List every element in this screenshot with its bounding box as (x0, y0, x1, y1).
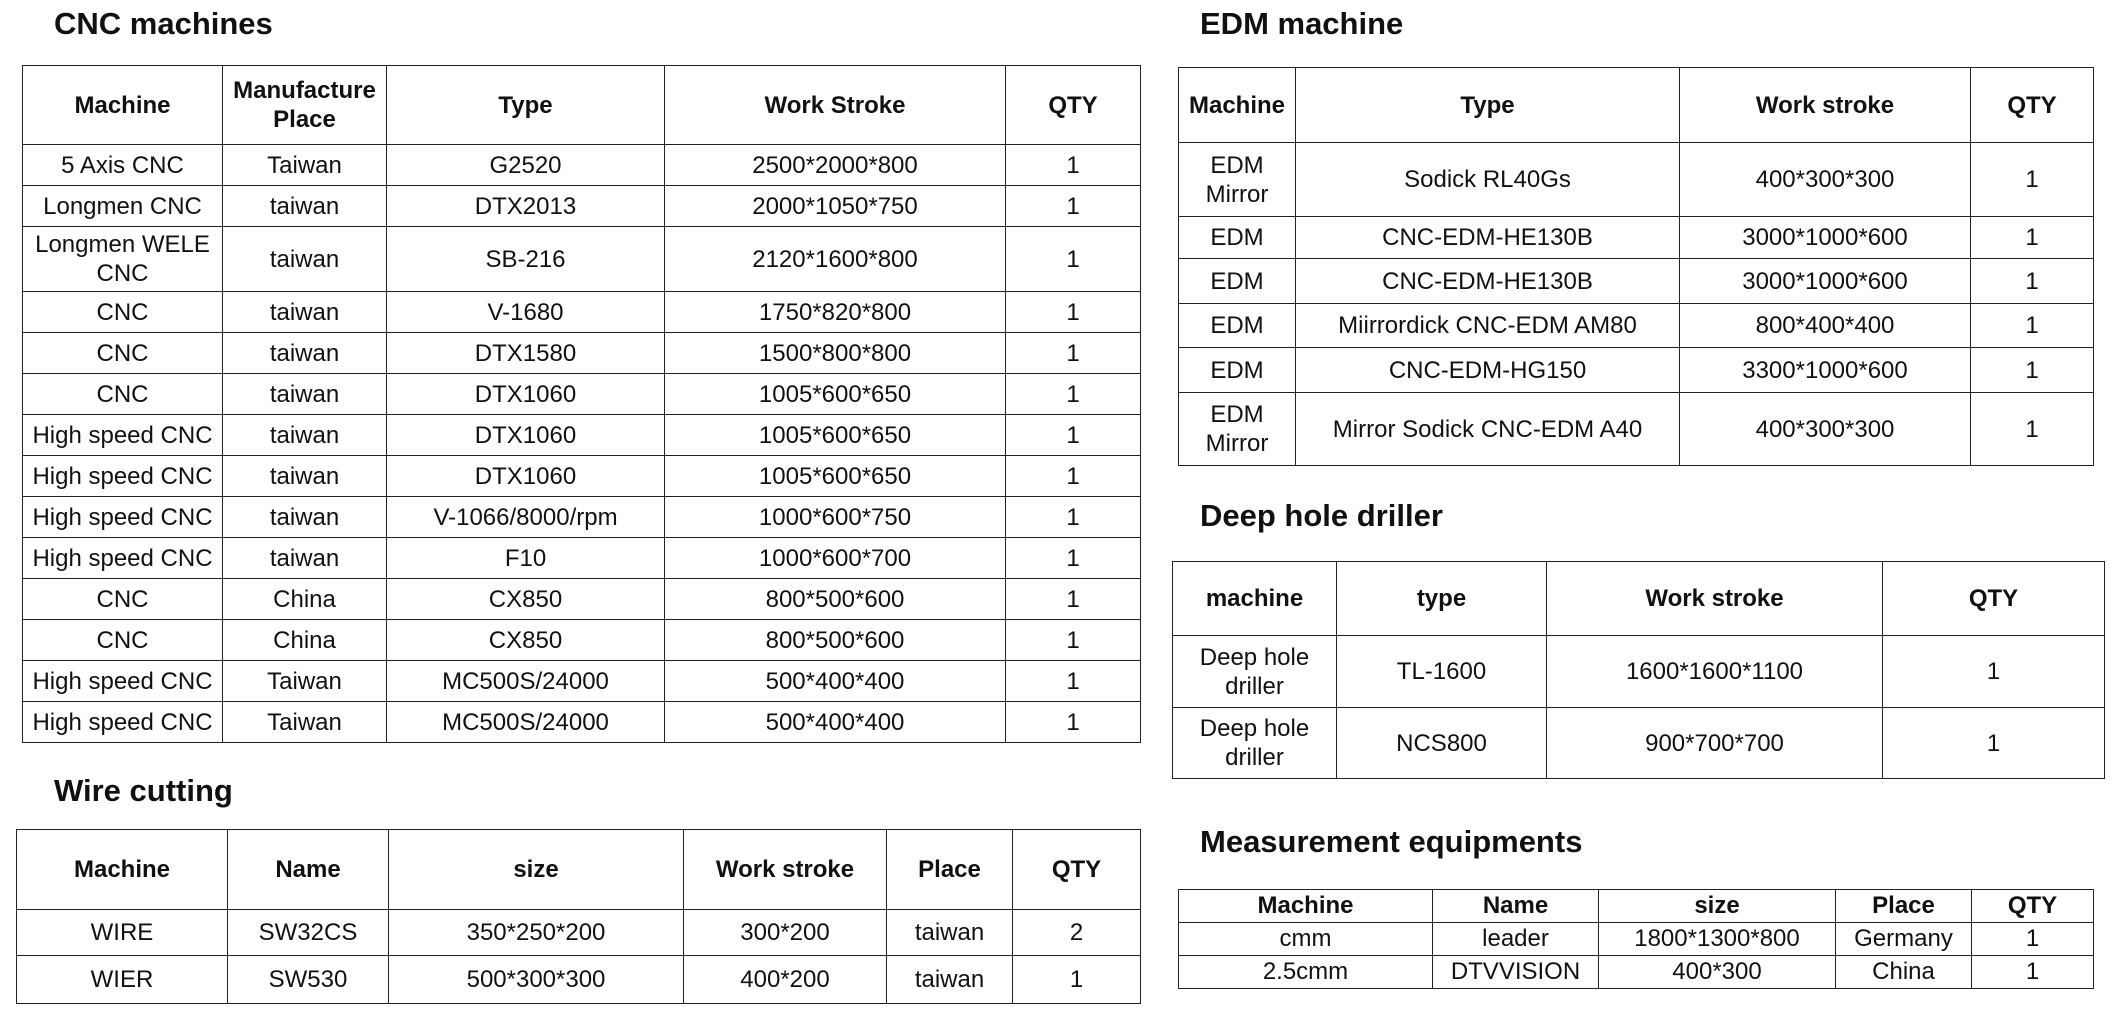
cnc-header-cell: Work Stroke (665, 66, 1006, 145)
measure-header-cell: size (1599, 890, 1836, 923)
table-row (1179, 304, 2094, 348)
table-row (23, 702, 1141, 743)
cnc-cell: DTX1060 (387, 374, 665, 415)
deep-cell: 900*700*700 (1547, 708, 1883, 779)
cnc-cell: taiwan (223, 538, 387, 579)
cnc-cell: High speed CNC (23, 702, 223, 743)
table-row (1179, 923, 2094, 956)
cnc-cell: taiwan (223, 497, 387, 538)
table-row (23, 456, 1141, 497)
table-row (23, 186, 1141, 227)
deep-cell: TL-1600 (1337, 636, 1547, 708)
edm-title: EDM machine (1200, 6, 1404, 41)
cnc-cell: 1 (1006, 702, 1141, 743)
cnc-table (22, 65, 1141, 743)
deep-cell: NCS800 (1337, 708, 1547, 779)
cnc-cell: China (223, 620, 387, 661)
cnc-cell: CNC (23, 579, 223, 620)
wire-cell: taiwan (887, 910, 1013, 956)
cnc-cell: 500*400*400 (665, 702, 1006, 743)
cnc-header-cell: QTY (1006, 66, 1141, 145)
table-row (23, 227, 1141, 292)
edm-cell: EDM Mirror (1179, 143, 1296, 217)
measure-cell: 2.5cmm (1179, 956, 1433, 989)
cnc-cell: 800*500*600 (665, 579, 1006, 620)
edm-cell: 400*300*300 (1680, 393, 1971, 466)
cnc-cell: taiwan (223, 333, 387, 374)
cnc-cell: 1500*800*800 (665, 333, 1006, 374)
edm-header-cell: Type (1296, 68, 1680, 143)
measure-cell: 400*300 (1599, 956, 1836, 989)
cnc-header-cell: Manufacture Place (223, 66, 387, 145)
edm-cell: EDM (1179, 217, 1296, 259)
wire-cell: SW530 (228, 956, 389, 1004)
deep-header-row (1173, 562, 2105, 636)
edm-cell: EDM (1179, 259, 1296, 304)
edm-cell: 1 (1971, 143, 2094, 217)
cnc-cell: taiwan (223, 186, 387, 227)
cnc-cell: taiwan (223, 456, 387, 497)
cnc-body (23, 145, 1141, 743)
cnc-cell: High speed CNC (23, 538, 223, 579)
edm-cell: CNC-EDM-HE130B (1296, 259, 1680, 304)
cnc-cell: 2000*1050*750 (665, 186, 1006, 227)
cnc-cell: SB-216 (387, 227, 665, 292)
cnc-cell: CNC (23, 374, 223, 415)
wire-cell: WIRE (17, 910, 228, 956)
table-row (1179, 393, 2094, 466)
cnc-cell: 1000*600*700 (665, 538, 1006, 579)
cnc-cell: 1 (1006, 374, 1141, 415)
edm-cell: Sodick RL40Gs (1296, 143, 1680, 217)
cnc-cell: Taiwan (223, 702, 387, 743)
cnc-cell: V-1680 (387, 292, 665, 333)
edm-cell: EDM (1179, 304, 1296, 348)
table-row (23, 579, 1141, 620)
deep-title: Deep hole driller (1200, 498, 1443, 533)
edm-cell: 3000*1000*600 (1680, 259, 1971, 304)
cnc-cell: 2500*2000*800 (665, 145, 1006, 186)
wire-cell: 2 (1013, 910, 1141, 956)
measure-title: Measurement equipments (1200, 824, 1583, 859)
cnc-cell: MC500S/24000 (387, 661, 665, 702)
deep-header-cell: type (1337, 562, 1547, 636)
wire-cell: taiwan (887, 956, 1013, 1004)
deep-cell: 1600*1600*1100 (1547, 636, 1883, 708)
cnc-header-row (23, 66, 1141, 145)
wire-header-cell: Machine (17, 830, 228, 910)
edm-cell: EDM Mirror (1179, 393, 1296, 466)
measure-cell: cmm (1179, 923, 1433, 956)
table-row (23, 292, 1141, 333)
cnc-cell: taiwan (223, 415, 387, 456)
measure-header-cell: QTY (1972, 890, 2094, 923)
table-row (1173, 708, 2105, 779)
cnc-cell: 1 (1006, 227, 1141, 292)
edm-cell: 1 (1971, 393, 2094, 466)
edm-cell: 3000*1000*600 (1680, 217, 1971, 259)
wire-header-cell: size (389, 830, 684, 910)
measure-cell: DTVVISION (1433, 956, 1599, 989)
edm-table (1178, 67, 2094, 466)
wire-cell: 300*200 (684, 910, 887, 956)
cnc-cell: DTX2013 (387, 186, 665, 227)
cnc-cell: CX850 (387, 620, 665, 661)
measure-body (1179, 923, 2094, 989)
cnc-cell: Taiwan (223, 145, 387, 186)
cnc-cell: Longmen WELE CNC (23, 227, 223, 292)
measure-cell: 1800*1300*800 (1599, 923, 1836, 956)
cnc-cell: taiwan (223, 227, 387, 292)
cnc-cell: 500*400*400 (665, 661, 1006, 702)
cnc-cell: 1 (1006, 497, 1141, 538)
measure-cell: leader (1433, 923, 1599, 956)
deep-body (1173, 636, 2105, 779)
table-row (23, 415, 1141, 456)
wire-header-cell: Work stroke (684, 830, 887, 910)
cnc-cell: taiwan (223, 374, 387, 415)
cnc-cell: DTX1580 (387, 333, 665, 374)
measure-header-row (1179, 890, 2094, 923)
measure-cell: China (1836, 956, 1972, 989)
edm-cell: 1 (1971, 348, 2094, 393)
measure-cell: 1 (1972, 956, 2094, 989)
wire-header-row (17, 830, 1141, 910)
cnc-cell: CX850 (387, 579, 665, 620)
edm-cell: CNC-EDM-HE130B (1296, 217, 1680, 259)
edm-header-cell: Machine (1179, 68, 1296, 143)
cnc-cell: 1 (1006, 292, 1141, 333)
wire-cell: SW32CS (228, 910, 389, 956)
wire-body (17, 910, 1141, 1004)
cnc-cell: 1 (1006, 620, 1141, 661)
cnc-cell: 1 (1006, 145, 1141, 186)
edm-header-cell: QTY (1971, 68, 2094, 143)
cnc-cell: 1005*600*650 (665, 374, 1006, 415)
deep-header-cell: Work stroke (1547, 562, 1883, 636)
edm-cell: 400*300*300 (1680, 143, 1971, 217)
cnc-cell: 1 (1006, 456, 1141, 497)
edm-header-cell: Work stroke (1680, 68, 1971, 143)
cnc-cell: High speed CNC (23, 497, 223, 538)
cnc-cell: 1 (1006, 415, 1141, 456)
cnc-cell: CNC (23, 333, 223, 374)
cnc-title: CNC machines (54, 6, 273, 41)
cnc-cell: Longmen CNC (23, 186, 223, 227)
cnc-cell: F10 (387, 538, 665, 579)
table-row (23, 661, 1141, 702)
table-row (1173, 636, 2105, 708)
table-row (1179, 259, 2094, 304)
table-row (23, 538, 1141, 579)
wire-cell: WIER (17, 956, 228, 1004)
edm-cell: 1 (1971, 217, 2094, 259)
cnc-cell: DTX1060 (387, 456, 665, 497)
edm-cell: 800*400*400 (1680, 304, 1971, 348)
cnc-cell: 1005*600*650 (665, 415, 1006, 456)
measure-header-cell: Name (1433, 890, 1599, 923)
edm-cell: EDM (1179, 348, 1296, 393)
measure-cell: Germany (1836, 923, 1972, 956)
cnc-cell: taiwan (223, 292, 387, 333)
wire-cell: 500*300*300 (389, 956, 684, 1004)
cnc-cell: 1750*820*800 (665, 292, 1006, 333)
wire-cell: 400*200 (684, 956, 887, 1004)
cnc-cell: CNC (23, 292, 223, 333)
edm-cell: CNC-EDM-HG150 (1296, 348, 1680, 393)
cnc-cell: 1 (1006, 333, 1141, 374)
deep-cell: Deep hole driller (1173, 708, 1337, 779)
deep-header-cell: machine (1173, 562, 1337, 636)
table-row (17, 910, 1141, 956)
cnc-cell: 1 (1006, 579, 1141, 620)
cnc-cell: G2520 (387, 145, 665, 186)
cnc-cell: 800*500*600 (665, 620, 1006, 661)
edm-header-row (1179, 68, 2094, 143)
cnc-cell: China (223, 579, 387, 620)
table-row (23, 374, 1141, 415)
wire-header-cell: QTY (1013, 830, 1141, 910)
cnc-cell: MC500S/24000 (387, 702, 665, 743)
cnc-cell: High speed CNC (23, 456, 223, 497)
table-row (1179, 143, 2094, 217)
wire-header-cell: Name (228, 830, 389, 910)
cnc-cell: 1 (1006, 186, 1141, 227)
cnc-cell: 5 Axis CNC (23, 145, 223, 186)
wire-cell: 1 (1013, 956, 1141, 1004)
table-row (1179, 217, 2094, 259)
cnc-cell: Taiwan (223, 661, 387, 702)
deep-table (1172, 561, 2105, 779)
cnc-cell: 1005*600*650 (665, 456, 1006, 497)
wire-title: Wire cutting (54, 773, 233, 808)
deep-cell: 1 (1883, 636, 2105, 708)
deep-cell: Deep hole driller (1173, 636, 1337, 708)
cnc-cell: DTX1060 (387, 415, 665, 456)
cnc-cell: 2120*1600*800 (665, 227, 1006, 292)
cnc-cell: High speed CNC (23, 415, 223, 456)
deep-cell: 1 (1883, 708, 2105, 779)
cnc-cell: High speed CNC (23, 661, 223, 702)
measure-header-cell: Place (1836, 890, 1972, 923)
table-row (17, 956, 1141, 1004)
measure-table (1178, 889, 2094, 989)
table-row (1179, 348, 2094, 393)
wire-cell: 350*250*200 (389, 910, 684, 956)
cnc-cell: V-1066/8000/rpm (387, 497, 665, 538)
cnc-header-cell: Machine (23, 66, 223, 145)
table-row (1179, 956, 2094, 989)
cnc-cell: 1000*600*750 (665, 497, 1006, 538)
edm-body (1179, 143, 2094, 466)
edm-cell: Mirror Sodick CNC-EDM A40 (1296, 393, 1680, 466)
deep-header-cell: QTY (1883, 562, 2105, 636)
wire-table (16, 829, 1141, 1004)
edm-cell: Miirrordick CNC-EDM AM80 (1296, 304, 1680, 348)
measure-header-cell: Machine (1179, 890, 1433, 923)
cnc-cell: CNC (23, 620, 223, 661)
table-row (23, 145, 1141, 186)
edm-cell: 1 (1971, 304, 2094, 348)
measure-cell: 1 (1972, 923, 2094, 956)
table-row (23, 497, 1141, 538)
cnc-cell: 1 (1006, 661, 1141, 702)
edm-cell: 1 (1971, 259, 2094, 304)
table-row (23, 333, 1141, 374)
cnc-header-cell: Type (387, 66, 665, 145)
edm-cell: 3300*1000*600 (1680, 348, 1971, 393)
table-row (23, 620, 1141, 661)
cnc-cell: 1 (1006, 538, 1141, 579)
wire-header-cell: Place (887, 830, 1013, 910)
